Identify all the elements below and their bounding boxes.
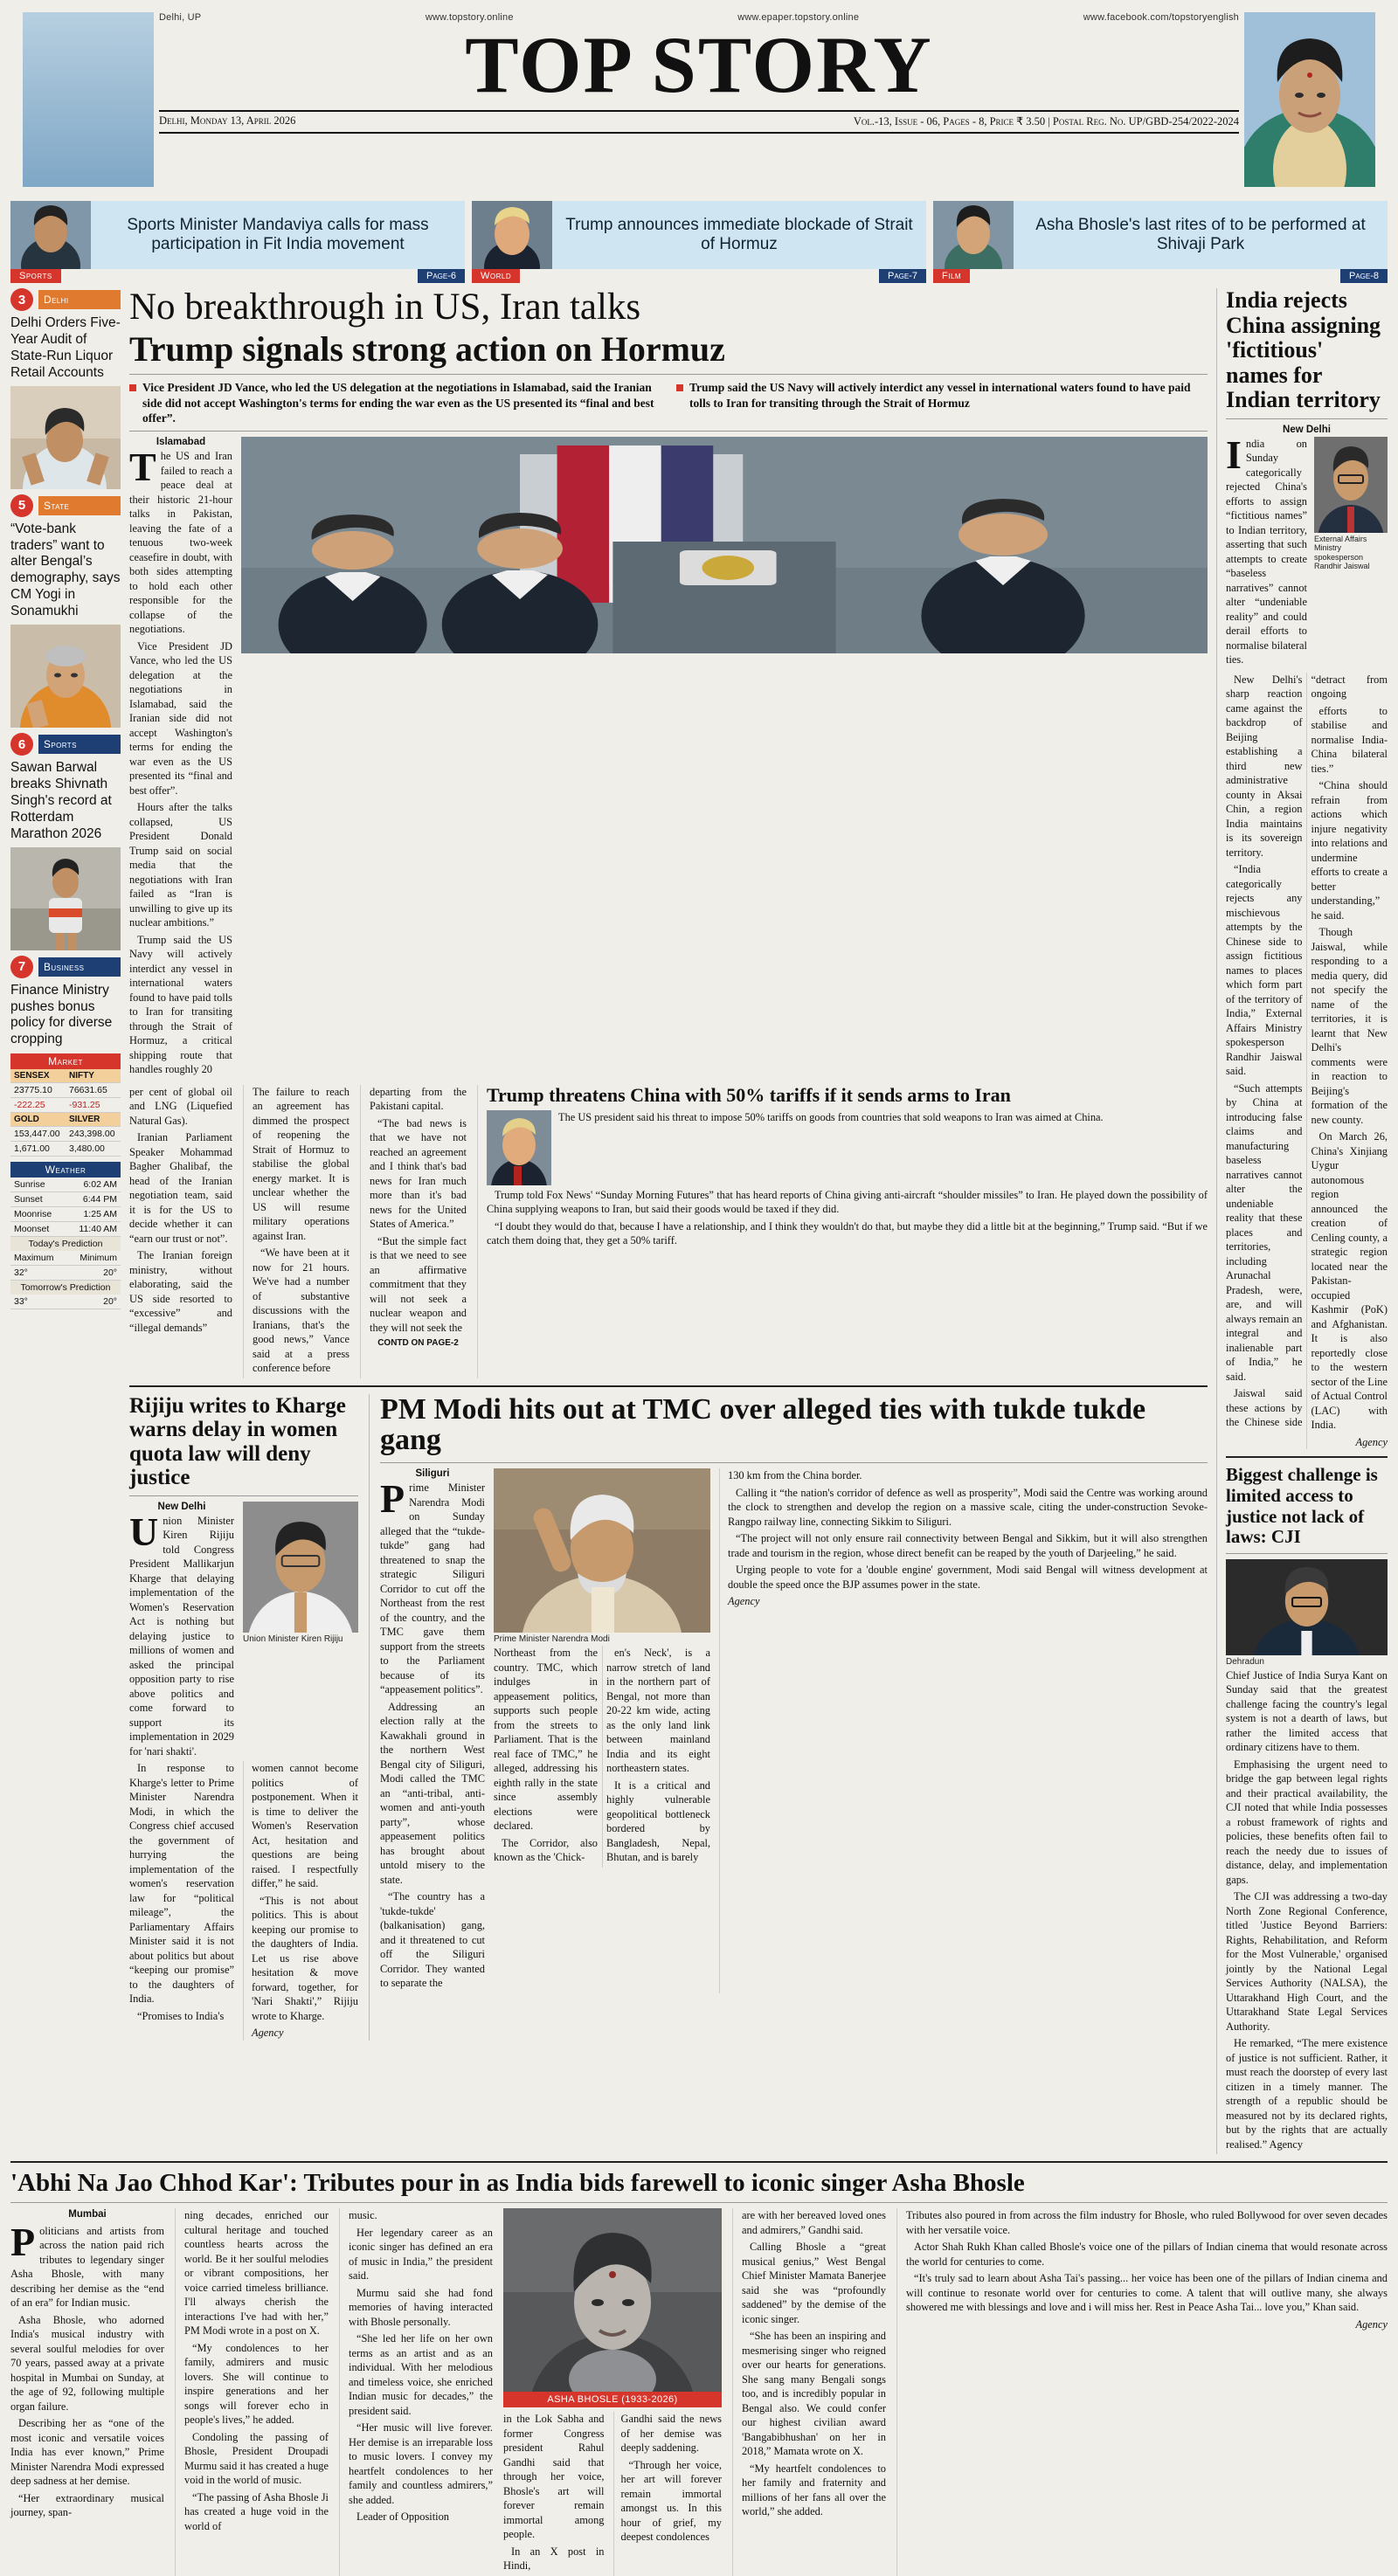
- teaser-sports[interactable]: [10, 201, 465, 281]
- teaser-bar: [10, 201, 1388, 285]
- asha-para: Describing her as “one of the most iconic and versatile voices India has ever known,” Prime Minister Narendra Modi expressed deep sadness at her demise.: [10, 2417, 164, 2488]
- market-row: [10, 1083, 121, 1098]
- weather-row-moonrise: [10, 1207, 121, 1222]
- modi-para: “The country has a 'tukde-tukde' (balkanisation) gang, and it threatened to cut off the Siliguri Corridor. They wanted to separate the: [380, 1890, 485, 1990]
- weather-row-moonset: [10, 1222, 121, 1237]
- modi-photo: [494, 1468, 710, 1633]
- rail-photo-state: [10, 625, 121, 728]
- lead-bullets: [129, 380, 1208, 425]
- modi-para: en's Neck', is a narrow stretch of land in the northern part of Bengal, not more than 20-22 km wide, acting as the only land link between mainland India and its eight northeastern states.: [606, 1647, 710, 1775]
- rail-item-business[interactable]: [10, 956, 121, 1049]
- asha-para: Politicians and artists from across the nation paid rich tributes to legendary singer Asha Bhosle, with many describing her demise as the “end of an era” for Indian music.: [10, 2219, 164, 2310]
- china-para: Jaiswal said these actions by the Chinese side “detract from ongoing: [1226, 673, 1388, 1429]
- asha-para: “My condolences to her family, admirers and music lovers. She will continue to inspire generations and her songs will forever echo in people's lives,” he added.: [184, 2341, 329, 2427]
- lead-para: “But the simple fact is that we need to see an affirmative commitment that they will not seek a nuclear weapon and they will not seek the: [370, 1234, 467, 1334]
- rijiju-para: women cannot become politics of postponement. When it is time to deliver the Women's Reservation Act, hesitation and questions are being raised. I respectfully differ,” he said.: [252, 1762, 358, 1890]
- weather-row-sunset: [10, 1192, 121, 1207]
- lead-para: The failure to reach an agreement has dimmed the prospect of reopening the Strait of Hormuz to stabilise the global energy market. It is unclear whether the US will resume military operations against Iran.: [253, 1085, 350, 1242]
- weather-label-sunrise: Sunrise: [14, 1179, 45, 1191]
- rail-photo-delhi: [10, 386, 121, 489]
- lead-headline-2[interactable]: Trump signals strong action on Hormuz: [129, 328, 725, 369]
- modi-para: “The project will not only ensure rail connectivity between Bengal and Sikkim, but it will also strengthen trade and tourism in the region, whose direct benefit can be reaped by the youth of Darjeeling,” he said.: [728, 1532, 1208, 1559]
- teaser-thumb-sports: [10, 201, 91, 269]
- modi-para: Addressing an election rally at the Kawakhali ground in the northern West Bengal city of Siliguri, Modi called the TMC an “anti-tribal, anti-women and anti-youth party”, whose appeasement politics has brought about untold misery to the state.: [380, 1700, 485, 1886]
- second-row: [129, 1394, 1208, 2041]
- weather-today-min: 20°: [103, 1267, 117, 1279]
- cji-caption: Dehradun: [1226, 1656, 1264, 1667]
- rail-category-business: Business: [38, 957, 121, 977]
- lead-bullet-1: [129, 380, 661, 425]
- weather-label-moonrise: Moonrise: [14, 1209, 52, 1220]
- market-col-nifty: NIFTY: [69, 1071, 94, 1081]
- rail-title-sports[interactable]: Sawan Barwal breaks Shivnath Singh's record at Rotterdam Marathon 2026: [10, 760, 112, 841]
- china-headline[interactable]: India rejects China assigning 'fictitious' names for Indian territory: [1226, 287, 1381, 413]
- rijiju-agency: Agency: [252, 2027, 284, 2040]
- china-para: “China should refrain from actions which injure negativity into relations and undermine efforts to create a better understanding,” he said.: [1311, 779, 1388, 922]
- masthead-url-3[interactable]: www.facebook.com/topstoryenglish: [1083, 12, 1239, 23]
- modi-para: 130 km from the China border.: [728, 1469, 862, 1482]
- asha-col-2: [175, 2208, 329, 2576]
- asha-para: Tributes also poured in from across the film industry for Bhosle, who ruled Bollywood for over seven decades with her versatile voice.: [906, 2209, 1388, 2236]
- rijiju-photo: [243, 1502, 358, 1633]
- cji-para: Chief Justice of India Surya Kant on Sunday said that the greatest challenge facing the country's legal system is not a dearth of laws, but rather the limited access that ordinary citizens have to them.: [1226, 1668, 1388, 1754]
- market-col-silver: SILVER: [69, 1115, 100, 1125]
- asha-para: Calling Bhosle a “great musical genius,” West Bengal Chief Minister Mamata Banerjee said she was “profoundly saddened” by the demise of the iconic singer.: [742, 2241, 886, 2325]
- rail-category-state: State: [38, 496, 121, 515]
- asha-para: “She has been an inspiring and mesmerising singer who reigned over our hearts for generations. She sang many Bengali songs too, and is incredibly popular in Bengal also. We could confer our highest civilian award 'Bangabibhushan' on her in 2018,” Mamata wrote on X.: [742, 2330, 886, 2458]
- rijiju-caption: Union Minister Kiren Rijiju: [243, 1633, 343, 1644]
- teaser-thumb-film: [933, 201, 1014, 269]
- masthead-right-portrait: [1244, 12, 1375, 187]
- teaser-text-sports: Sports Minister Mandaviya calls for mass participation in Fit India movement: [127, 216, 429, 253]
- market-box: [10, 1053, 121, 1157]
- lead-continued-note[interactable]: CONTD ON PAGE-2: [377, 1338, 459, 1349]
- modi-para: Northeast from the country. TMC, which indulges in appeasement politics, supports such people from the streets to Parliament. That is the real face of TMC,” he alleged, addressing his eighth rally in the state since assembly elections were declared.: [494, 1647, 598, 1833]
- market-nifty-change: -931.25: [69, 1100, 100, 1111]
- modi-para: The Corridor, also known as the 'Chick-: [494, 1836, 598, 1864]
- rijiju-dateline: New Delhi: [157, 1501, 206, 1512]
- trump-tariff-box: [477, 1085, 1208, 1378]
- asha-para: “It's truly sad to learn about Asha Tai's passing... her voice has been one of the pillars of Indian cinema and will continue to resonate world over for centuries to come. A talent that will outlive many, she always showered me with blessings and love and i will miss her. Rest in Peace Asha Tai... love you,” Khan said.: [906, 2272, 1388, 2314]
- rail-number: 7: [10, 956, 33, 978]
- lead-bullet-2: [676, 380, 1208, 425]
- china-dateline: New Delhi: [1283, 424, 1331, 435]
- weather-today-values: [10, 1266, 121, 1281]
- market-row: [10, 1127, 121, 1142]
- market-col-gold: GOLD: [14, 1115, 39, 1125]
- lead-column-4: [360, 1085, 467, 1378]
- rail-item-state[interactable]: [10, 494, 121, 728]
- lead-column-1: [129, 437, 232, 1080]
- market-col-sensex: SENSEX: [14, 1071, 50, 1081]
- main-grid: [10, 288, 1388, 2154]
- lead-column-3: [243, 1085, 350, 1378]
- weather-tomorrow-label: Tomorrow's Prediction: [10, 1281, 121, 1295]
- market-gold-value: 153,447.00: [14, 1129, 60, 1140]
- weather-today-label: Today's Prediction: [10, 1237, 121, 1251]
- rail-category-sports: Sports: [38, 735, 121, 754]
- asha-para: Her legendary career as an iconic singer has defined an era of music in India,” the president said.: [349, 2226, 493, 2282]
- masthead-left-portrait: [23, 12, 154, 187]
- rail-item-delhi[interactable]: [10, 288, 121, 489]
- modi-para: It is a critical and highly vulnerable geopolitical bottleneck bordered by Bangladesh, Nepal, Bhutan, and is barely: [606, 1778, 710, 1864]
- market-gold-change: 1,671.00: [14, 1143, 50, 1155]
- modi-agency: Agency: [728, 1595, 760, 1608]
- weather-value-sunrise: 6:02 AM: [83, 1179, 117, 1191]
- rail-title-delhi[interactable]: Delhi Orders Five-Year Audit of State-Run Liquor Retail Accounts: [10, 315, 121, 380]
- market-columns-equity: [10, 1069, 121, 1083]
- market-columns-metals: [10, 1113, 121, 1127]
- asha-agency: Agency: [1355, 2317, 1388, 2331]
- asha-story: [10, 2170, 1388, 2576]
- asha-para: “Through her voice, her art will forever remain immortal amongst us. In this hour of grief, my deepest condolences: [620, 2458, 722, 2544]
- asha-para: music.: [349, 2209, 377, 2222]
- lead-bullet-text: Vice President JD Vance, who led the US delegation at the negotiations in Islamabad, said the Iranian side did not accept Washington's terms for ending the war even as the US presented its “final and best offer”.: [142, 381, 654, 425]
- cji-headline[interactable]: Biggest challenge is limited access to justice not lack of laws: CJI: [1226, 1464, 1378, 1548]
- weather-tomorrow-max: 33°: [14, 1296, 28, 1308]
- china-agency: Agency: [1355, 1435, 1388, 1448]
- cji-para: The CJI was addressing a two-day North Zone Regional Conference, titled 'Justice Beyond Barriers: Rights, Rehabilitation, and Reform for the Most Vulnerable,' organised jointly by the National Legal Services Authority (NALSA), the Uttarakhand High Court, and the Uttarakhand State Legal Services Authority.: [1226, 1890, 1388, 2033]
- modi-headline[interactable]: PM Modi hits out at TMC over alleged ties with tukde tukde gang: [380, 1392, 1146, 1456]
- lead-headline-1[interactable]: No breakthrough in US, Iran talks: [129, 287, 641, 328]
- lead-photo: [241, 437, 1208, 653]
- china-para: On March 26, China's Xinjiang Uygur autonomous region announced the creation of Cenling county, a strategic region located near the Pakistan-occupied Kashmir (PoK) and Afghanistan. It is also reportedly close to the western sector of the Line of Actual Control (LAC) with India.: [1311, 1130, 1388, 1432]
- teaser-page-sports[interactable]: Page-6: [418, 269, 465, 283]
- cji-para: He remarked, “The mere existence of justice is not sufficient. Rather, it must reach the doorstep of every last citizen in a timely manner. The strength of a republic should be measured not by its declared rights, but by the rights that are actually realised.” Agency: [1226, 2037, 1388, 2151]
- rijiju-story: [129, 1394, 358, 2041]
- cji-photo: [1226, 1559, 1388, 1655]
- rail-number: 3: [10, 288, 33, 311]
- masthead-url-1[interactable]: www.topstory.online: [425, 12, 514, 23]
- asha-para: Actor Shah Rukh Khan called Bhosle's voice one of the pillars of Indian cinema that would resonate across the world for centuries to come.: [906, 2241, 1388, 2268]
- china-photo: [1314, 437, 1388, 533]
- market-nifty-value: 76631.65: [69, 1085, 107, 1096]
- teaser-tag-sports: Sports: [10, 269, 61, 283]
- asha-para: Leader of Opposition: [356, 2510, 449, 2524]
- asha-para: “Her extraordinary musical journey, span-: [10, 2491, 164, 2519]
- trump-box-photo: [487, 1110, 551, 1185]
- weather-label-sunset: Sunset: [14, 1194, 43, 1205]
- cji-para: Emphasising the urgent need to bridge the gap between legal rights and their practical availability, the CJI noted that while India possesses a robust framework of rights and policies, these benefits often fail to reach the needy due to issues of distance, delay, and implementation gaps.: [1226, 1758, 1388, 1886]
- lead-para: Hours after the talks collapsed, US President Donald Trump said on social media that the negotiations with Iran failed as “Iran is unwilling to give up its nuclear ambitions.”: [129, 801, 232, 929]
- china-para: Though Jaiswal, while responding to a media query, did not specify the name of the territories, it is learnt that New Delhi's comments were in reaction to Beijing's formation of the new county.: [1311, 926, 1388, 1126]
- bullet-square-icon: [129, 384, 136, 391]
- lead-para: Vice President JD Vance, who led the US delegation at the negotiations in Islamabad, said the Iranian side did not accept Washington's terms for ending the war even as the US presented its “final and best offer”.: [129, 639, 232, 797]
- rail-category-delhi: Delhi: [38, 290, 121, 309]
- asha-para: “My heartfelt condolences to her family and fraternity and millions of her fans all over the world,” she added.: [742, 2462, 886, 2518]
- rail-item-sports[interactable]: [10, 733, 121, 950]
- china-para: New Delhi's sharp reaction came against the backdrop of Beijing establishing a third new administrative county in Aksai Chin, a region India maintains is its sovereign territory.: [1226, 673, 1303, 859]
- rijiju-para: Union Minister Kiren Rijiju told Congress President Mallikarjun Kharge that delaying implementation of the Women's Reservation Act is nothing but delaying justice to millions of women and asked the principal opposition party to rise above politics and come forward to support its implementation in 2029 for 'nari shakti'.: [129, 1509, 234, 1758]
- asha-para: Gandhi said the news of her demise was deeply saddening.: [620, 2413, 722, 2455]
- lead-para: The Iranian foreign ministry, without elaborating, said the US side resorted to “excessive” and “illegal demands”: [129, 1249, 232, 1334]
- lead-column-2: [129, 1085, 232, 1378]
- weather-max-label: Maximum: [14, 1253, 54, 1264]
- lead-para: per cent of global oil and LNG (Liquefied Natural Gas).: [129, 1085, 232, 1127]
- teaser-world[interactable]: [472, 201, 926, 281]
- weather-value-moonrise: 1:25 AM: [83, 1209, 117, 1220]
- lead-para: The US and Iran failed to reach a peace deal at their historic 21-hour talks in Pakistan, leaving the fate of a tenuous two-week ceasefire in doubt, with both sides attempting to hold each other responsible for the collapse of the negotiations.: [129, 445, 232, 636]
- asha-para: “The passing of Asha Bhosle Ji has created a huge void in the world of: [184, 2490, 329, 2532]
- trump-box-para: Trump told Fox News' “Sunday Morning Futures” that has heard reports of China giving anti-aircraft “shoulder missiles” to Iran. He played down the possibility of China supplying weapons to Iran, but said their goods would be taxed if they did.: [487, 1188, 1208, 1216]
- main-content: [129, 288, 1208, 2154]
- masthead-url-2[interactable]: www.epaper.topstory.online: [737, 12, 860, 23]
- rijiju-para: “Promises to India's: [137, 2009, 225, 2022]
- teaser-page-film[interactable]: Page-8: [1340, 269, 1388, 283]
- rail-title-state[interactable]: “Vote-bank traders” want to alter Bengal’s demography, says CM Yogi in Sonamukhi: [10, 521, 121, 619]
- rail-number: 5: [10, 494, 33, 517]
- teaser-page-world[interactable]: Page-7: [879, 269, 926, 283]
- lead-para: “We have been at it now for 21 hours. We've had a number of substantive discussions with the Iranians, that's the good news,” Vance said at a press conference before: [253, 1247, 350, 1375]
- asha-para: “Her music will live forever. Her demise is an irreparable loss to music lovers. I convey my heartfelt condolences to her family and countless admirers,” she added.: [349, 2421, 493, 2506]
- lead-para: departing from the Pakistani capital.: [370, 1085, 467, 1113]
- trump-box-para: The US president said his threat to impose 50% tariffs on goods from countries that sold weapons to Iran was aimed at China.: [558, 1110, 1104, 1123]
- weather-today-max: 32°: [14, 1267, 28, 1279]
- lead-bullet-text: Trump said the US Navy will actively interdict any vessel in international waters found to have paid tolls to Iran for transiting through the Strait of Hormuz: [689, 381, 1191, 410]
- asha-dateline: Mumbai: [68, 2209, 107, 2220]
- asha-photo-block: [503, 2208, 722, 2576]
- asha-col-3: [339, 2208, 493, 2576]
- china-para: “Such attempts by China at introducing false claims and manufacturing baseless narratives cannot alter the undeniable reality that these places and territories, including Arunachal Pradesh, were, are, and will always remain an integral and inalienable part of India,” he said.: [1226, 1081, 1303, 1383]
- bullet-square-icon: [676, 384, 683, 391]
- asha-col-1: [10, 2208, 164, 2576]
- teaser-thumb-world: [472, 201, 552, 269]
- market-sensex-change: -222.25: [14, 1100, 45, 1111]
- lead-story: [129, 288, 1208, 1378]
- asha-para: Murmu said she had fond memories of having interacted with Bhosle personally.: [349, 2286, 493, 2328]
- rail-photo-sports: [10, 847, 121, 950]
- modi-para: Urging people to vote for a 'double engine' government, Modi said Bengal will witness development at double the speed once the BJP assumes power in the state.: [728, 1564, 1208, 1591]
- teaser-tag-film: Film: [933, 269, 970, 283]
- teaser-text-film: Asha Bhosle's last rites of to be performed at Shivaji Park: [1035, 216, 1366, 253]
- weather-tomorrow-min: 20°: [103, 1296, 117, 1308]
- modi-story: [369, 1394, 1208, 2041]
- trump-box-para: “I doubt they would do that, because I have a relationship, and I think they wouldn't do that, but maybe they did a little bit at the beginning,” Trump said. “But if we catch them doing that, they get a 50% tariff.: [487, 1219, 1208, 1247]
- weather-today-headers: [10, 1251, 121, 1266]
- modi-para: Prime Minister Narendra Modi on Sunday alleged that the “tukde-tukde” gang had threatened to snap the strategic Siliguri Corridor to cut off the Northeast from the rest of the country, and the TMC gave them support from the streets to the Parliament because of its “appeasement politics”.: [380, 1476, 485, 1696]
- lead-para: Trump said the US Navy will actively interdict any vessel in international waters found to have paid tolls to Iran for transiting through the Strait of Hormuz, a critical shipping route that handles roughly 20: [129, 933, 232, 1076]
- weather-value-sunset: 6:44 PM: [82, 1194, 117, 1205]
- china-para: India on Sunday categorically rejected China's efforts to assign “fictitious names” to Indian territory, asserting that such attempts to create “baseless narratives” cannot alter “undeniable reality” and could derail efforts to normalise bilateral ties.: [1226, 432, 1307, 666]
- market-silver-value: 243,398.00: [69, 1129, 115, 1140]
- masthead-issue-info: Vol.-13, Issue - 06, Pages - 8, Price ₹ 3.50 | Postal Reg. No. UP/GBD-254/2022-2024: [853, 115, 1239, 128]
- asha-para: Asha Bhosle, who adorned India's musical industry with several soulful melodies for over 70 years, passed away at a private hospital in Mumbai on Sunday, at the age of 92, following multiple organ failure.: [10, 2313, 164, 2413]
- asha-para: in the Lok Sabha and former Congress president Rahul Gandhi said that through her voice, Bhosle's art will forever remain immortal among people.: [503, 2413, 605, 2541]
- teaser-tag-world: World: [472, 269, 520, 283]
- trump-box-headline[interactable]: Trump threatens China with 50% tariffs if it sends arms to Iran: [487, 1083, 1011, 1106]
- market-row-change: [10, 1098, 121, 1113]
- weather-label-moonset: Moonset: [14, 1224, 50, 1235]
- china-para: efforts to stabilise and normalise India-China bilateral ties.”: [1311, 704, 1388, 775]
- asha-para: ning decades, enriched our cultural heritage and touched countless hearts across the world. Be it her soulful melodies or vibrant compositions, her voice carried timeless brilliance. I'll always cherish the interactions I've had with her,” PM Modi wrote in a post on X.: [184, 2209, 329, 2338]
- rijiju-headline[interactable]: Rijiju writes to Kharge warns delay in women quota law will deny justice: [129, 1393, 346, 1490]
- market-sensex-value: 23775.10: [14, 1085, 52, 1096]
- asha-photo-label: ASHA BHOSLE (1933-2026): [503, 2392, 722, 2407]
- lead-dateline: Islamabad: [156, 437, 206, 448]
- china-photo-caption: External Affairs Ministry spokesperson Randhir Jaiswal: [1314, 534, 1370, 570]
- left-rail: [10, 288, 121, 2154]
- weather-header: Weather: [10, 1162, 121, 1178]
- asha-para: are with her bereaved loved ones and admirers,” Gandhi said.: [742, 2209, 886, 2236]
- asha-para: Condoling the passing of Bhosle, President Droupadi Murmu said it has created a huge void in the world of music.: [184, 2430, 329, 2487]
- rail-title-business[interactable]: Finance Ministry pushes bonus policy for diverse cropping: [10, 982, 113, 1047]
- asha-photo: [503, 2208, 722, 2407]
- modi-caption: Prime Minister Narendra Modi: [494, 1634, 610, 1645]
- masthead: [10, 7, 1388, 197]
- market-silver-change: 3,480.00: [69, 1143, 105, 1155]
- china-para: “India categorically rejects any mischievous attempts by the Chinese side to assign fictitious names to places which form part of the territory of India,” External Affairs Ministry spokesperson Randhir Jaiswal said.: [1226, 863, 1303, 1078]
- asha-para: “She led her life on her own terms as an artist and as an individual. With her melodious and timeless voice, she enriched Indian music for decades,” the president said.: [349, 2332, 493, 2417]
- weather-row-sunrise: [10, 1178, 121, 1192]
- weather-tomorrow-values: [10, 1295, 121, 1309]
- asha-headline[interactable]: 'Abhi Na Jao Chhod Kar': Tributes pour in as India bids farewell to iconic singer Asha Bhosle: [10, 2169, 1025, 2198]
- market-header: Market: [10, 1053, 121, 1069]
- asha-col-6: [732, 2208, 886, 2576]
- masthead-title: TOP STORY: [465, 20, 933, 109]
- masthead-dateline: Delhi, Monday 13, April 2026: [159, 114, 296, 127]
- weather-min-label: Minimum: [80, 1253, 117, 1264]
- asha-para: In an X post in Hindi,: [503, 2545, 605, 2573]
- rail-number: 6: [10, 733, 33, 756]
- teaser-text-world: Trump announces immediate blockade of Strait of Hormuz: [565, 216, 913, 253]
- rijiju-para: “This is not about politics. This is about keeping our promise to the daughters of India. Let us rise above hesitation & move forward, together, for 'Nari Shakti',” Rijiju wrote to Kharge.: [252, 1894, 358, 2022]
- asha-col-7: [896, 2208, 1388, 2576]
- market-row: [10, 1142, 121, 1157]
- rijiju-para: In response to Kharge's letter to Prime Minister Narendra Modi, in which the Congress chief accused the government of hurrying the implementation of the women's reservation law for “political mileage”, the Parliamentary Affairs Minister said it is not about politics but about “keeping our promise” to the daughters of India.: [129, 1762, 234, 2006]
- modi-para: Calling it “the nation's corridor of defence as well as prosperity”, Modi said the Centre was working around the clock to strengthen and develop the region on a massive scale, citing the under-construction Sevoke-Rangpo railway line, connecting Sikkim to Siliguri.: [728, 1486, 1208, 1528]
- right-column: [1216, 288, 1388, 2154]
- modi-dateline: Siliguri: [415, 1468, 450, 1480]
- weather-box: [10, 1162, 121, 1309]
- lead-para: “The bad news is that we have not reached an agreement and I think that's bad news for Iran much more than it's bad news for the United States of America.”: [370, 1116, 467, 1231]
- lead-para: Iranian Parliament Speaker Mohammad Bagher Ghalibaf, the head of the Iranian negotiation team, said it is for the US to decide whether it can “earn our trust or not”.: [129, 1131, 232, 1245]
- weather-value-moonset: 11:40 AM: [79, 1224, 117, 1235]
- masthead-edition: Delhi, UP: [159, 12, 202, 23]
- teaser-film[interactable]: [933, 201, 1388, 281]
